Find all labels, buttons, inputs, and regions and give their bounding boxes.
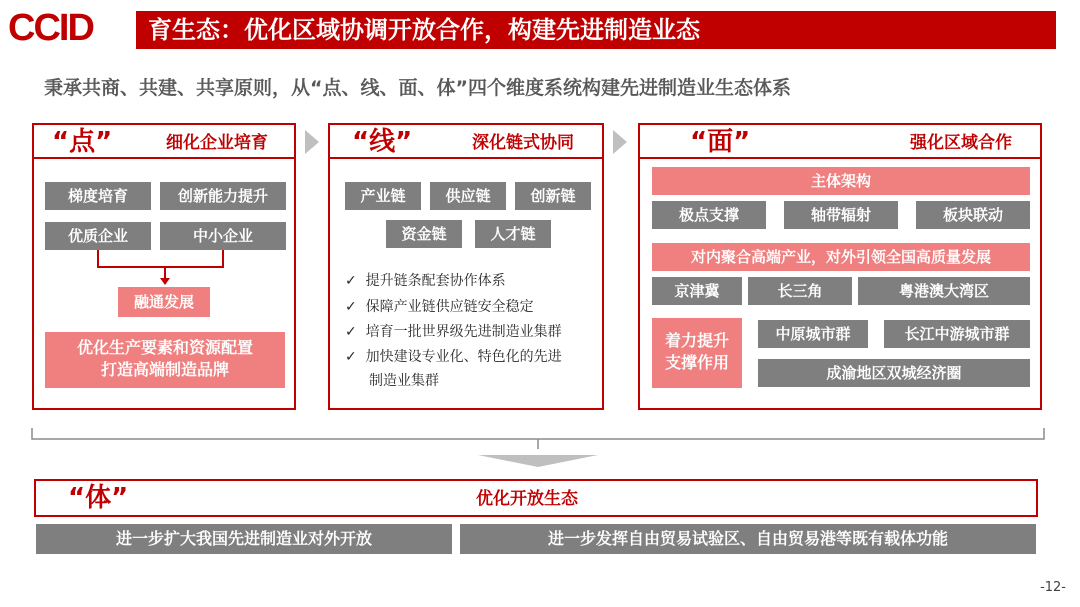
xian-check-item bbox=[345, 270, 506, 292]
mian-framework-item: 极点支撑 bbox=[652, 201, 766, 229]
ti-quote: “体” bbox=[68, 483, 129, 513]
page-number: -12- bbox=[1040, 580, 1066, 595]
mian-goal: 对内聚合高端产业，对外引领全国高质量发展 bbox=[652, 243, 1030, 271]
ccid-logo: CCID bbox=[8, 7, 93, 49]
mian-region: 粤港澳大湾区 bbox=[858, 277, 1030, 305]
mian-support bbox=[652, 318, 742, 388]
mian-heading: 强化区域合作 bbox=[910, 133, 1012, 153]
dian-merge: 融通发展 bbox=[118, 287, 210, 317]
ti-item: 进一步发挥自由贸易试验区、自由贸易港等既有载体功能 bbox=[460, 524, 1036, 554]
xian-chain: 人才链 bbox=[475, 220, 551, 248]
xian-check-continuation: 制造业集群 bbox=[369, 373, 439, 389]
xian-chain: 创新链 bbox=[515, 182, 591, 210]
xian-check-item bbox=[345, 321, 562, 343]
xian-check-item bbox=[345, 346, 562, 368]
xian-chain: 产业链 bbox=[345, 182, 421, 210]
dian-item: 梯度培育 bbox=[45, 182, 151, 210]
mian-framework: 主体架构 bbox=[652, 167, 1030, 195]
mian-cluster: 长江中游城市群 bbox=[884, 320, 1030, 348]
mian-support-line: 支撑作用 bbox=[664, 353, 729, 372]
mian-framework-item: 板块联动 bbox=[916, 201, 1030, 229]
dian-result-line: 打造高端制造品牌 bbox=[100, 360, 229, 379]
dian-quote: “点” bbox=[52, 127, 113, 157]
mian-support-line: 着力提升 bbox=[664, 331, 729, 350]
check-text: 加快建设专业化、特色化的先进 bbox=[365, 349, 562, 365]
ti-item: 进一步扩大我国先进制造业对外开放 bbox=[36, 524, 452, 554]
page-subtitle: 秉承共商、共建、共享原则，从“点、线、面、体”四个维度系统构建先进制造业生态体系 bbox=[44, 77, 791, 99]
xian-quote: “线” bbox=[352, 127, 413, 157]
dian-item: 中小企业 bbox=[160, 222, 286, 250]
check-icon: ✓ bbox=[345, 273, 357, 289]
mian-quote: “面” bbox=[690, 127, 751, 157]
dian-item: 创新能力提升 bbox=[160, 182, 286, 210]
check-icon: ✓ bbox=[345, 299, 357, 315]
mian-framework-item: 轴带辐射 bbox=[784, 201, 898, 229]
xian-chain: 资金链 bbox=[386, 220, 462, 248]
down-arrow-icon bbox=[478, 455, 598, 467]
mian-region: 长三角 bbox=[748, 277, 852, 305]
dian-result bbox=[45, 332, 285, 388]
dian-heading: 细化企业培育 bbox=[166, 133, 268, 153]
page-title: 育生态：优化区域协调开放合作，构建先进制造业态 bbox=[136, 11, 1056, 49]
connector-line bbox=[97, 266, 224, 268]
right-arrow-icon bbox=[613, 130, 627, 154]
connector-arrowhead bbox=[160, 278, 170, 285]
xian-check-item bbox=[345, 296, 534, 318]
dian-item: 优质企业 bbox=[45, 222, 151, 250]
check-text: 培育一批世界级先进制造业集群 bbox=[365, 324, 562, 340]
mian-region: 京津冀 bbox=[652, 277, 742, 305]
mian-cluster: 成渝地区双城经济圈 bbox=[758, 359, 1030, 387]
xian-chain: 供应链 bbox=[430, 182, 506, 210]
check-text: 提升链条配套协作体系 bbox=[365, 273, 506, 289]
ti-heading: 优化开放生态 bbox=[476, 489, 578, 509]
mian-cluster: 中原城市群 bbox=[758, 320, 868, 348]
xian-heading: 深化链式协同 bbox=[472, 133, 574, 153]
check-text: 保障产业链供应链安全稳定 bbox=[365, 299, 534, 315]
dian-result-line: 优化生产要素和资源配置 bbox=[76, 338, 253, 357]
check-icon: ✓ bbox=[345, 324, 357, 340]
right-arrow-icon bbox=[305, 130, 319, 154]
check-icon: ✓ bbox=[345, 349, 357, 365]
grouping-brace bbox=[28, 425, 1048, 453]
